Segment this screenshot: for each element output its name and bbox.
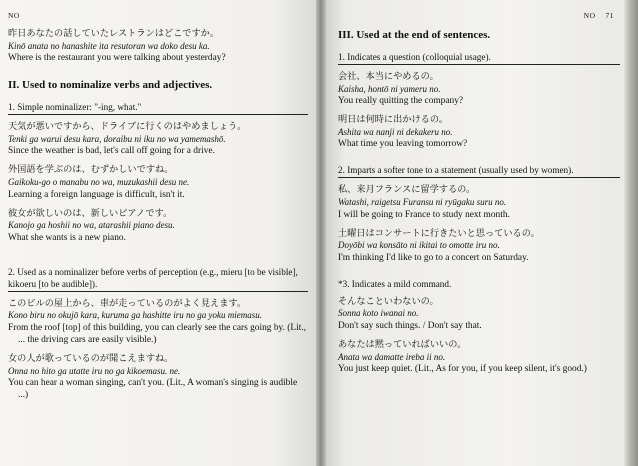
romaji-line: Watashi, raigetsu Furansu ni ryūgaku suru no. xyxy=(338,196,507,207)
english-translation: I'm thinking I'd like to go to a concert on Saturday. xyxy=(338,252,529,263)
example-block xyxy=(338,114,620,150)
right-page-content xyxy=(338,10,620,375)
section-heading: II. Used to nominalize verbs and adjectives. xyxy=(8,79,213,92)
right-running-head xyxy=(338,10,620,22)
page-number: 71 xyxy=(605,11,614,20)
example-block xyxy=(8,353,308,401)
japanese-sentence: 私、来月フランスに留学するの。 xyxy=(338,184,476,196)
english-translation: I will be going to France to study next month. xyxy=(338,209,510,220)
example-block xyxy=(8,121,308,157)
example-block xyxy=(338,71,620,107)
japanese-sentence: 土曜日はコンサートに行きたいと思っているの。 xyxy=(338,227,540,239)
romaji-line: Tenki ga warui desu kara, doraibu ni iku no wa yamemashō. xyxy=(8,133,226,144)
japanese-sentence: 天気が悪いですから、ドライブに行くのはやめましょう。 xyxy=(8,121,247,133)
romaji-line: Onna no hito ga utatte iru no ga kikoemasu. ne. xyxy=(8,365,181,376)
english-translation: Learning a foreign language is difficult, isn't it. xyxy=(8,189,185,200)
example-block xyxy=(338,228,620,264)
japanese-sentence: 外国語を学ぶのは、むずかしいですね。 xyxy=(8,164,174,176)
japanese-sentence: 昨日あなたの話していたレストランはどこですか。 xyxy=(8,28,220,39)
english-translation: Where is the restaurant you were talking about yesterday? xyxy=(8,53,226,64)
romaji-line: Kaisha, hontō ni yameru no. xyxy=(338,83,441,94)
romaji-line: Ashita wa nanji ni dekakeru no. xyxy=(338,126,453,137)
usage-note: 1. Indicates a question (colloquial usage). xyxy=(338,51,620,65)
english-translation: From the roof [top] of this building, you can clearly see the cars going by. (Lit., ... the driving cars are easily visible.) xyxy=(8,322,307,345)
example-block xyxy=(8,208,308,244)
english-translation: You just keep quiet. (Lit., As for you, if you keep silent, it's good.) xyxy=(338,364,587,375)
romaji-line: Kinō anata no hanashite ita resutoran wa doko desu ka. xyxy=(8,40,210,51)
running-head-title: NO xyxy=(583,11,596,20)
romaji-line: Anata wa damatte ireba ii no. xyxy=(338,351,446,362)
left-running-head: NO xyxy=(8,11,20,20)
english-translation: Don't say such things. / Don't say that. xyxy=(338,320,482,331)
japanese-sentence: 女の人が歌っているのが聞こえますね。 xyxy=(8,352,174,364)
japanese-sentence: このビルの屋上から、車が走っているのがよく見えます。 xyxy=(8,297,247,309)
usage-note: 2. Used as a nominalizer before verbs of perception (e.g., mieru [to be visible], kikoeru [to be audible]). xyxy=(8,266,308,292)
english-translation: You really quitting the company? xyxy=(338,96,464,107)
right-page xyxy=(320,0,638,466)
romaji-line: Kono biru no okujō kara, kuruma ga hashitte iru no ga yoku miemasu. xyxy=(8,310,262,321)
romaji-line: Gaikoku-go o manabu no wa, muzukashii desu ne. xyxy=(8,176,190,187)
usage-note: 2. Imparts a softer tone to a statement (usually used by women). xyxy=(338,164,620,178)
japanese-sentence: そんなこといわないの。 xyxy=(338,295,439,307)
english-translation: What time you leaving tomorrow? xyxy=(338,139,468,150)
usage-note: *3. Indicates a mild command. xyxy=(338,278,452,289)
english-translation: Since the weather is bad, let's call off going for a drive. xyxy=(8,146,215,157)
japanese-sentence: あなたは黙っていればいいの。 xyxy=(338,338,467,350)
page-edge xyxy=(624,0,638,466)
example-block xyxy=(8,298,308,346)
left-page-content xyxy=(8,10,308,401)
japanese-sentence: 彼女が欲しいのは、新しいピアノです。 xyxy=(8,207,173,219)
romaji-line: Doyōbi wa konsāto ni ikitai to omotte iru no. xyxy=(338,240,500,251)
japanese-sentence: 明日は何時に出かけるの。 xyxy=(338,114,448,126)
example-block xyxy=(338,339,620,375)
book-gutter xyxy=(316,0,326,466)
example-block xyxy=(338,296,620,332)
japanese-sentence: 会社、本当にやめるの。 xyxy=(338,71,439,82)
romaji-line: Sonna koto iwanai no. xyxy=(338,308,419,319)
usage-note: 1. Simple nominalizer: "-ing, what." xyxy=(8,101,308,115)
romaji-line: Kanojo ga hoshii no wa, atarashii piano desu. xyxy=(8,220,175,231)
english-translation: What she wants is a new piano. xyxy=(8,232,126,243)
section-heading: III. Used at the end of sentences. xyxy=(338,29,491,41)
example-block xyxy=(8,28,308,64)
example-block xyxy=(338,184,620,220)
english-translation: You can hear a woman singing, can't you. (Lit., A woman's singing is audible ...) xyxy=(8,378,298,401)
example-block xyxy=(8,164,308,200)
